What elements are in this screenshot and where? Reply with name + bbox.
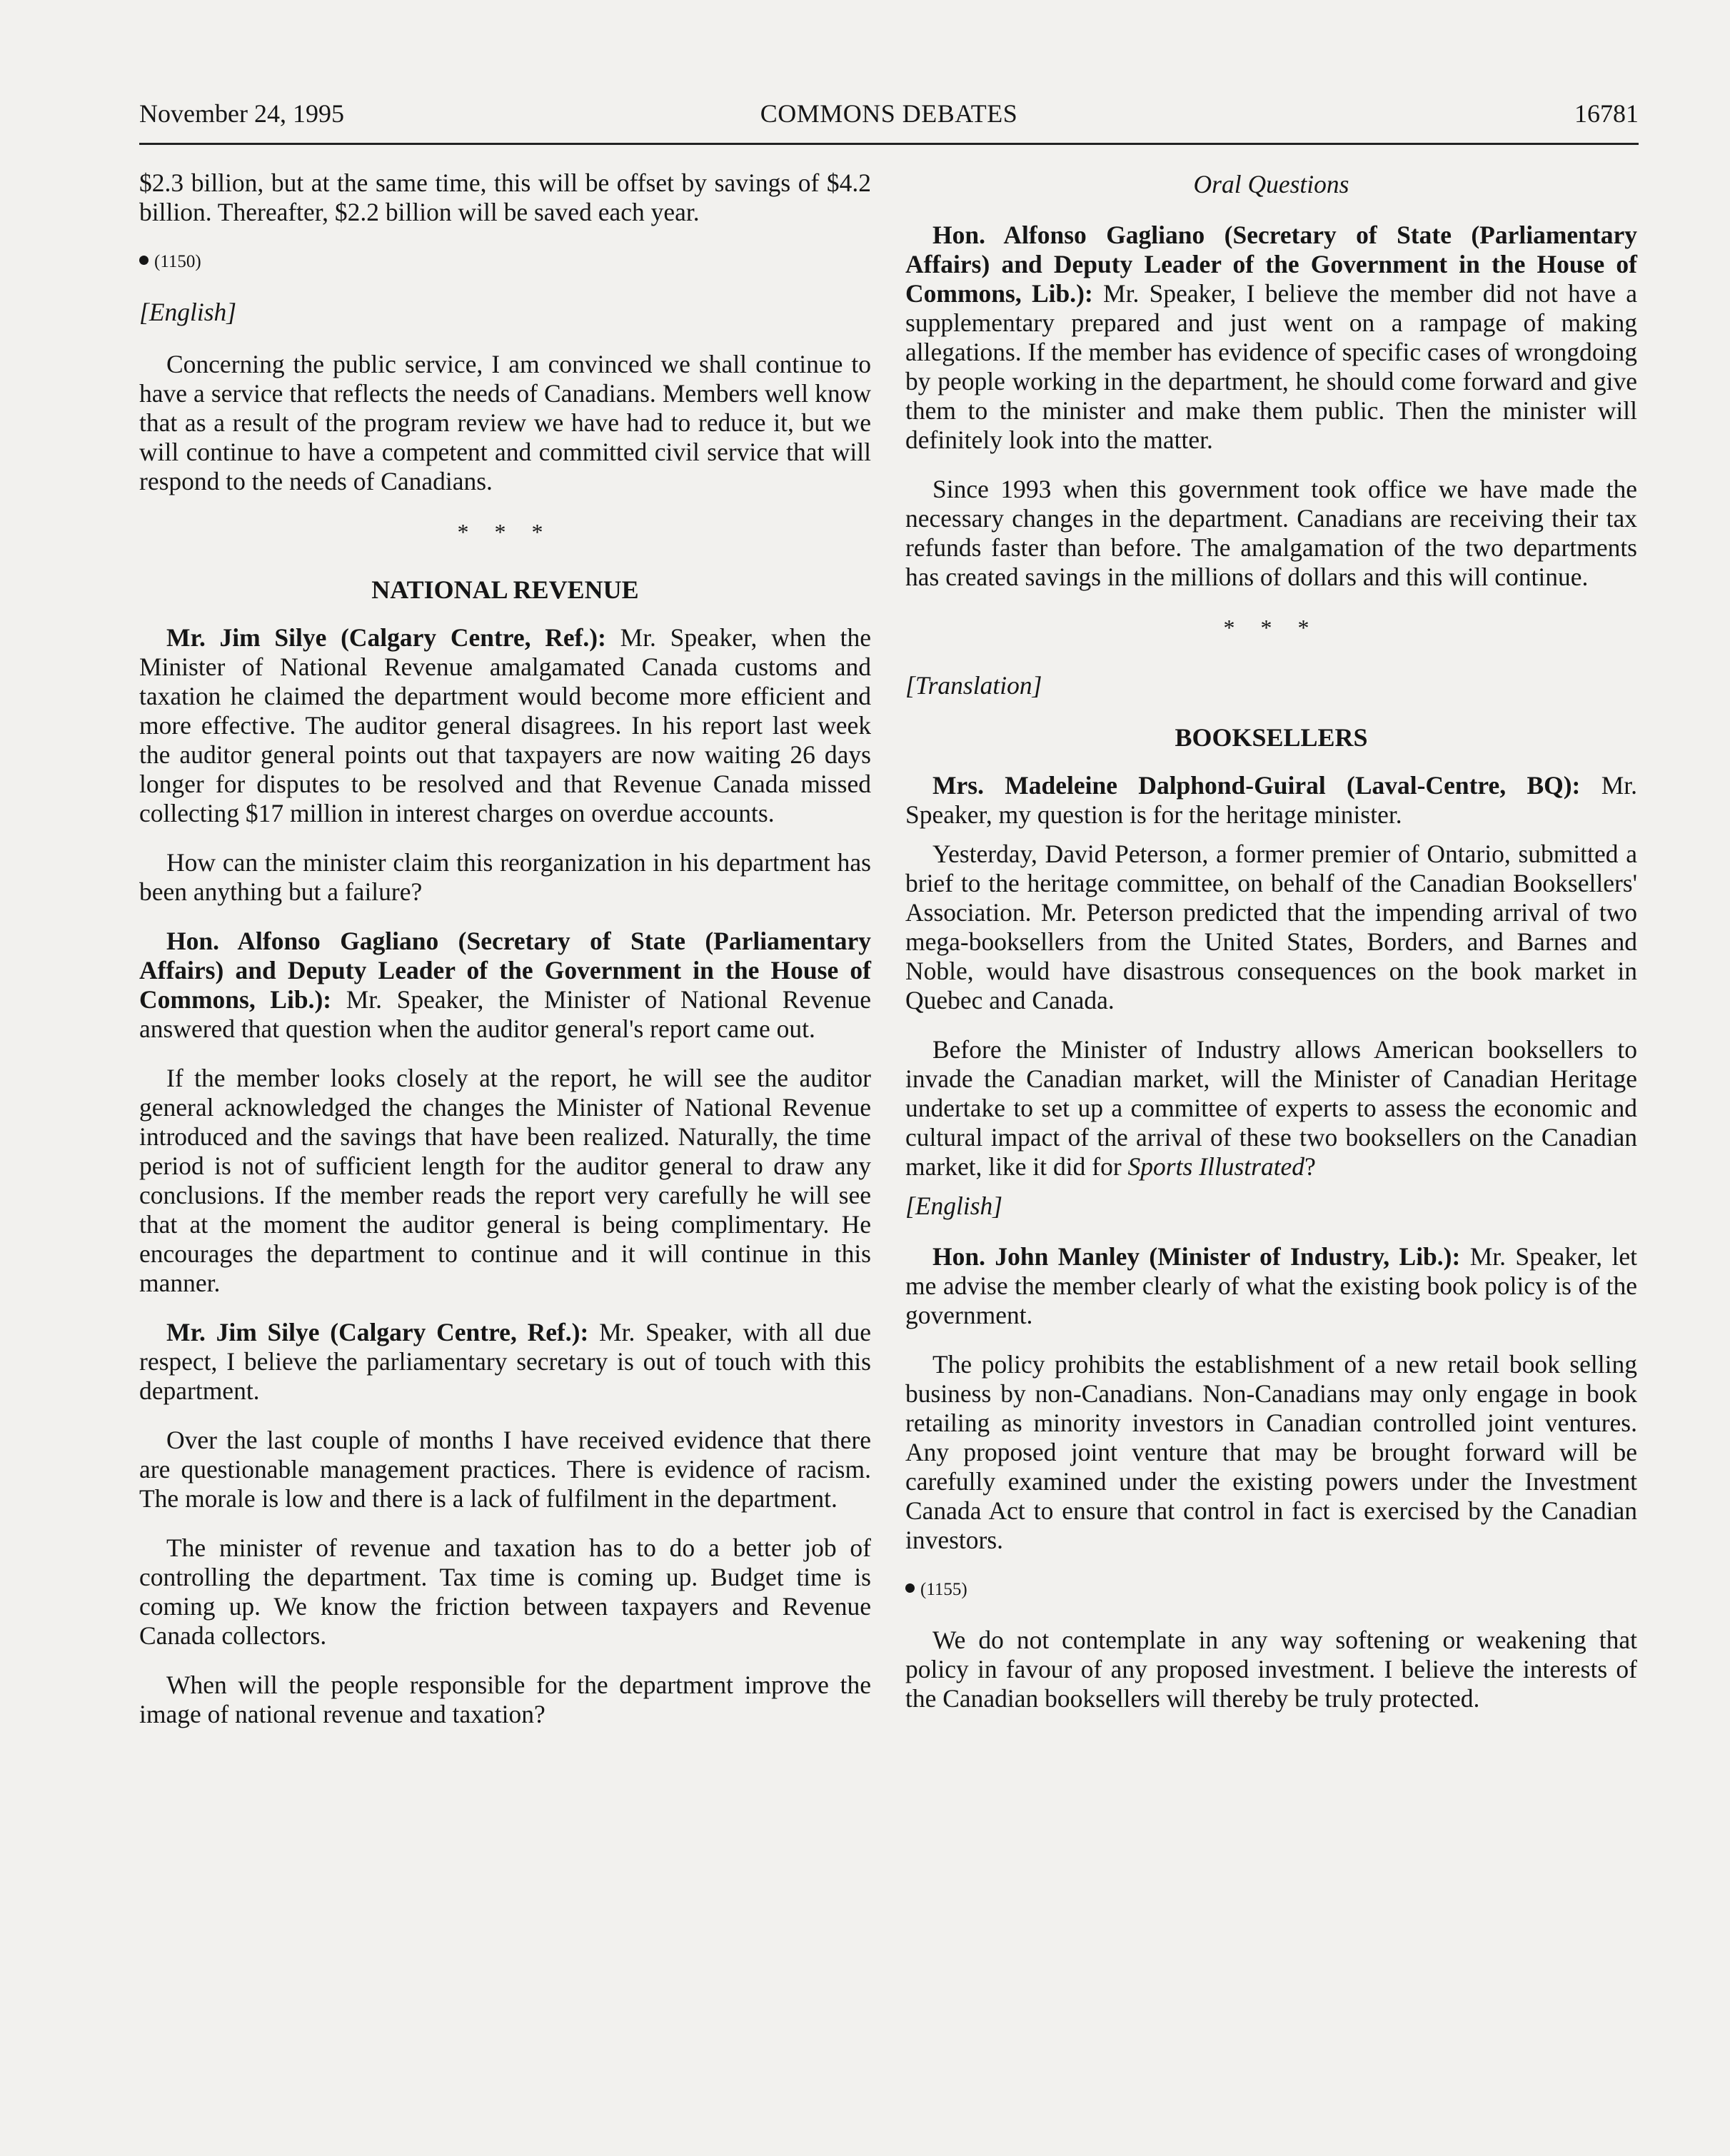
running-head: Oral Questions — [1193, 170, 1349, 198]
publication-title: Sports Illustrated — [1127, 1152, 1305, 1181]
paragraph: Since 1993 when this government took office we have made the necessary changes in the department. Canadians are receiving their tax refunds faster than before. The amalgamation of the two departments has created savings in the millions of dollars and this will continue. — [905, 475, 1637, 591]
paragraph: Concerning the public service, I am convinced we shall continue to have a service that reflects the needs of Canadians. Members well know that as a result of the program review we have had to reduce it, but we will continue to have a competent and committed civil service that will respond to the needs of Canadians. — [139, 350, 871, 495]
speaker-name: Hon. Alfonso Gagliano (Secretary of State (Parliamentary Affairs) and Deputy Leader of the Government in the House of Commons, Lib.): — [905, 221, 1637, 308]
speech-text: Mr. Speaker, with all due respect, I believe the parliamentary secretary is out of touch with this department. — [139, 1318, 872, 1405]
header-title: COMMONS DEBATES — [760, 99, 1018, 128]
paragraph: The policy prohibits the establishment of a new retail book selling business by non-Canadians. Non-Canadians may only engage in book retailing as minority investors in Canadian controlled joint ventures. Any proposed joint venture that may be brought forward will be carefully examined under the existing powers under the Investment Canada Act to ensure that control in fact is exercised by the Canadian investors. — [905, 1350, 1637, 1554]
header-rule — [139, 143, 1639, 145]
language-tag: [English] — [139, 298, 237, 326]
speaker-name: Mrs. Madeleine Dalphond-Guiral (Laval-Centre, BQ): — [932, 771, 1581, 800]
header-page-number: 16781 — [1574, 99, 1639, 128]
speaker-name: Mr. Jim Silye (Calgary Centre, Ref.): — [166, 623, 606, 652]
speech-text: Mr. Speaker, my question is for the heritage minister. — [905, 771, 1638, 829]
right-column — [905, 168, 1637, 1733]
speech-text: Mr. Speaker, let me advise the member clearly of what the existing book policy is of the government. — [905, 1242, 1638, 1329]
speech-text: Mr. Speaker, the Minister of National Revenue answered that question when the auditor general's report came out. — [139, 985, 871, 1043]
speech-text: Mr. Speaker, I believe the member did not have a supplementary prepared and just went on a rampage of making allegations. If the member has evidence of specific cases of wrongdoing by people working in the department, he should come forward and give them to the minister and make them public. Then the minister will definitely look into the matter. — [905, 279, 1637, 454]
paragraph: If the member looks closely at the report, he will see the auditor general acknowledged the changes the Minister of National Revenue introduced and the savings that have been realized. Naturally, the time period is not of sufficient length for the auditor general to draw any conclusions. If the member reads the report very carefully he will see that at the moment the auditor general is being complimentary. He encourages the department to continue and it will continue in this manner. — [139, 1064, 871, 1297]
bullet-icon — [139, 256, 149, 265]
section-separator: * * * — [457, 519, 553, 545]
speech-paragraph — [139, 1318, 871, 1406]
left-column — [139, 168, 871, 1749]
header-date: November 24, 1995 — [139, 99, 344, 128]
speech-paragraph — [139, 927, 871, 1044]
paragraph: $2.3 billion, but at the same time, this will be offset by savings of $4.2 billion. Thereafter, $2.2 billion will be saved each year. — [139, 168, 871, 226]
speaker-name: Hon. Alfonso Gagliano (Secretary of State (Parliamentary Affairs) and Deputy Leader of the Government in the House of Commons, Lib.): — [139, 927, 871, 1014]
speech-paragraph — [139, 623, 871, 828]
time-stamp — [139, 247, 871, 276]
language-tag: [Translation] — [905, 671, 1042, 700]
paragraph: When will the people responsible for the department improve the image of national revenue and taxation? — [139, 1671, 871, 1728]
section-heading: BOOKSELLERS — [1175, 723, 1368, 752]
section-heading: NATIONAL REVENUE — [371, 575, 639, 604]
page-header — [139, 99, 1639, 141]
time-stamp-text: (1155) — [920, 1580, 967, 1599]
speech-paragraph — [905, 221, 1637, 455]
paragraph-text: Before the Minister of Industry allows American booksellers to invade the Canadian market, will the Minister of Canadian Heritage undertake to set up a committee of experts to assess the economic and cultural impact of the arrival of these two booksellers on the Canadian market, like it did for — [905, 1035, 1637, 1181]
paragraph: The minister of revenue and taxation has to do a better job of controlling the department. Tax time is coming up. Budget time is coming up. We know the friction between taxpayers and Revenue Canada collectors. — [139, 1533, 871, 1650]
paragraph-end: ? — [1304, 1152, 1316, 1181]
paragraph: Over the last couple of months I have received evidence that there are questionable management practices. There is evidence of racism. The morale is low and there is a lack of fulfilment in the department. — [139, 1426, 871, 1513]
speech-paragraph — [905, 1242, 1637, 1330]
time-stamp — [905, 1575, 1637, 1604]
paragraph: We do not contemplate in any way softening or weakening that policy in favour of any proposed investment. I believe the interests of the Canadian booksellers will thereby be truly protected. — [905, 1626, 1637, 1713]
paragraph — [905, 1035, 1637, 1182]
language-tag: [English] — [905, 1192, 1003, 1220]
speech-text: Mr. Speaker, when the Minister of National Revenue amalgamated Canada customs and taxation he claimed the department would become more efficient and more effective. The auditor general disagrees. In his report last week the auditor general points out that taxpayers are now waiting 26 days longer for disputes to be resolved and that Revenue Canada missed collecting $17 million in interest charges on overdue accounts. — [139, 623, 872, 827]
paragraph: How can the minister claim this reorganization in his department has been anything but a failure? — [139, 848, 871, 906]
time-stamp-text: (1150) — [154, 252, 201, 271]
paragraph: Yesterday, David Peterson, a former premier of Ontario, submitted a brief to the heritage committee, on behalf of the Canadian Booksellers' Association. Mr. Peterson predicted that the impending arrival of two mega-booksellers from the United States, Borders, and Barnes and Noble, would have disastrous consequences on the book market in Quebec and Canada. — [905, 840, 1637, 1014]
speaker-name: Mr. Jim Silye (Calgary Centre, Ref.): — [166, 1318, 589, 1346]
speaker-name: Hon. John Manley (Minister of Industry, Lib.): — [932, 1242, 1461, 1271]
bullet-icon — [905, 1583, 915, 1593]
speech-paragraph — [905, 771, 1637, 830]
section-separator: * * * — [1223, 615, 1319, 640]
